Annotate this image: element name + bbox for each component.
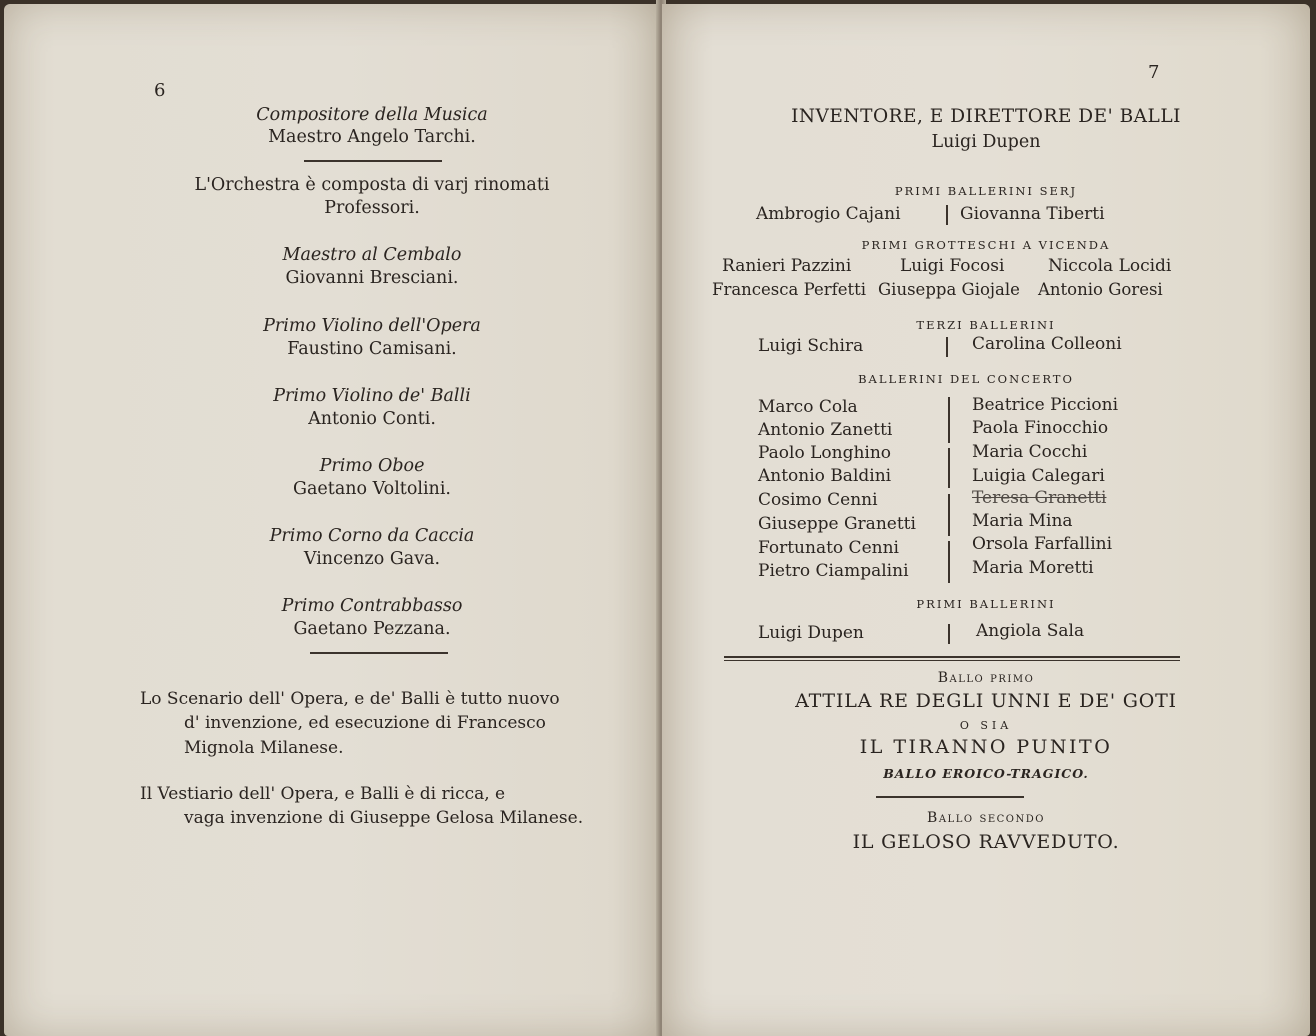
scenario-line: Mignola Milanese. [184,738,344,758]
vestiario-line: Il Vestiario dell' Opera, e Balli è di ricca, e [140,784,506,804]
credit-role: Primo Corno da Caccia [269,526,475,546]
scenario-line: d' invenzione, ed esecuzione di Francesco [184,713,546,733]
dancer-name: Antonio Goresi [1038,280,1163,299]
heading-name: Luigi Dupen [931,132,1041,152]
dancer-name: Cosimo Cenni [758,490,878,510]
dancer-name: Luigi Dupen [758,623,864,643]
ballo-title: IL GELOSO RAVVEDUTO. [852,831,1120,853]
credit-role: Maestro al Cembalo [282,245,462,265]
page-number: 6 [154,80,166,101]
divider [876,796,1024,798]
dancer-name: Niccola Locidi [1048,256,1172,276]
dancer-name: Luigi Focosi [900,256,1005,276]
section-label: PRIMI BALLERINI [916,597,1056,611]
credit-role: Primo Contrabbasso [281,596,463,616]
divider [304,160,442,162]
column-bar [948,494,950,536]
dancer-name: Giuseppe Granetti [758,514,916,534]
credit-role: Primo Violino dell'Opera [263,316,481,336]
dancer-name: Giovanna Tiberti [960,204,1105,224]
scenario-line: Lo Scenario dell' Opera, e de' Balli è tutto nuovo [140,689,560,709]
page-number: 7 [1148,62,1160,83]
credit-name: Giovanni Bresciani. [285,268,459,288]
ballo-genre: BALLO EROICO-TRAGICO. [883,766,1089,781]
composer-role: Compositore della Musica [256,105,488,125]
dancer-name: Ranieri Pazzini [722,256,852,276]
divider [310,652,448,654]
ballo-subtitle: IL TIRANNO PUNITO [859,736,1113,758]
dancer-name: Orsola Farfallini [972,534,1113,554]
dancer-name: Angiola Sala [976,621,1085,641]
divider [724,660,1180,661]
section-label: TERZI BALLERINI [916,318,1056,332]
column-bar [948,448,950,488]
dancer-name: Paola Finocchio [972,418,1109,438]
ballo-title: ATTILA RE DEGLI UNNI E DE' GOTI [795,690,1177,712]
credit-role: Primo Violino de' Balli [273,386,471,406]
dancer-name: Pietro Ciampalini [758,561,909,581]
divider [724,656,1180,658]
orchestra-line: L'Orchestra è composta di varj rinomati [194,175,550,195]
column-bar [948,624,950,644]
credit-name: Gaetano Pezzana. [293,619,451,639]
ballo-label: Ballo secondo [927,810,1045,826]
dancer-name: Ambrogio Cajani [756,204,901,224]
dancer-name: Antonio Baldini [758,466,892,486]
heading: INVENTORE, E DIRETTORE DE' BALLI [791,106,1181,127]
right-page [662,4,1310,1036]
left-page [4,4,660,1036]
section-label: PRIMI BALLERINI SERJ [894,184,1078,198]
credit-name: Faustino Camisani. [287,339,457,359]
column-bar [946,337,948,357]
dancer-name: Luigia Calegari [972,466,1105,486]
dancer-name: Beatrice Piccioni [972,395,1119,415]
dancer-name: Carolina Colleoni [972,334,1122,354]
orchestra-line: Professori. [324,198,420,218]
ballo-osia: O SIA [959,719,1013,732]
credit-name: Gaetano Voltolini. [293,479,451,499]
section-label: BALLERINI DEL CONCERTO [858,372,1074,386]
credit-role: Primo Oboe [319,456,425,476]
credit-name: Antonio Conti. [308,409,436,429]
vestiario-line: vaga invenzione di Giuseppe Gelosa Milanese. [184,808,584,828]
ballo-label: Ballo primo [937,670,1035,686]
composer-name: Maestro Angelo Tarchi. [268,127,476,147]
column-bar [946,205,948,225]
dancer-name: Maria Mina [972,511,1073,531]
credit-name: Vincenzo Gava. [303,549,441,569]
dancer-name-struck: Teresa Granetti [972,488,1107,508]
dancer-name: Luigi Schira [758,336,864,356]
dancer-name: Antonio Zanetti [758,420,893,440]
section-label: PRIMI GROTTESCHI A VICENDA [861,238,1111,252]
column-bar [948,541,950,583]
dancer-name: Maria Cocchi [972,442,1088,462]
dancer-name: Maria Moretti [972,558,1094,578]
dancer-name: Francesca Perfetti [712,280,867,299]
dancer-name: Fortunato Cenni [758,538,899,558]
dancer-name: Marco Cola [758,397,858,417]
column-bar [948,397,950,443]
dancer-name: Paolo Longhino [758,443,892,463]
dancer-name: Giuseppa Giojale [878,280,1020,299]
